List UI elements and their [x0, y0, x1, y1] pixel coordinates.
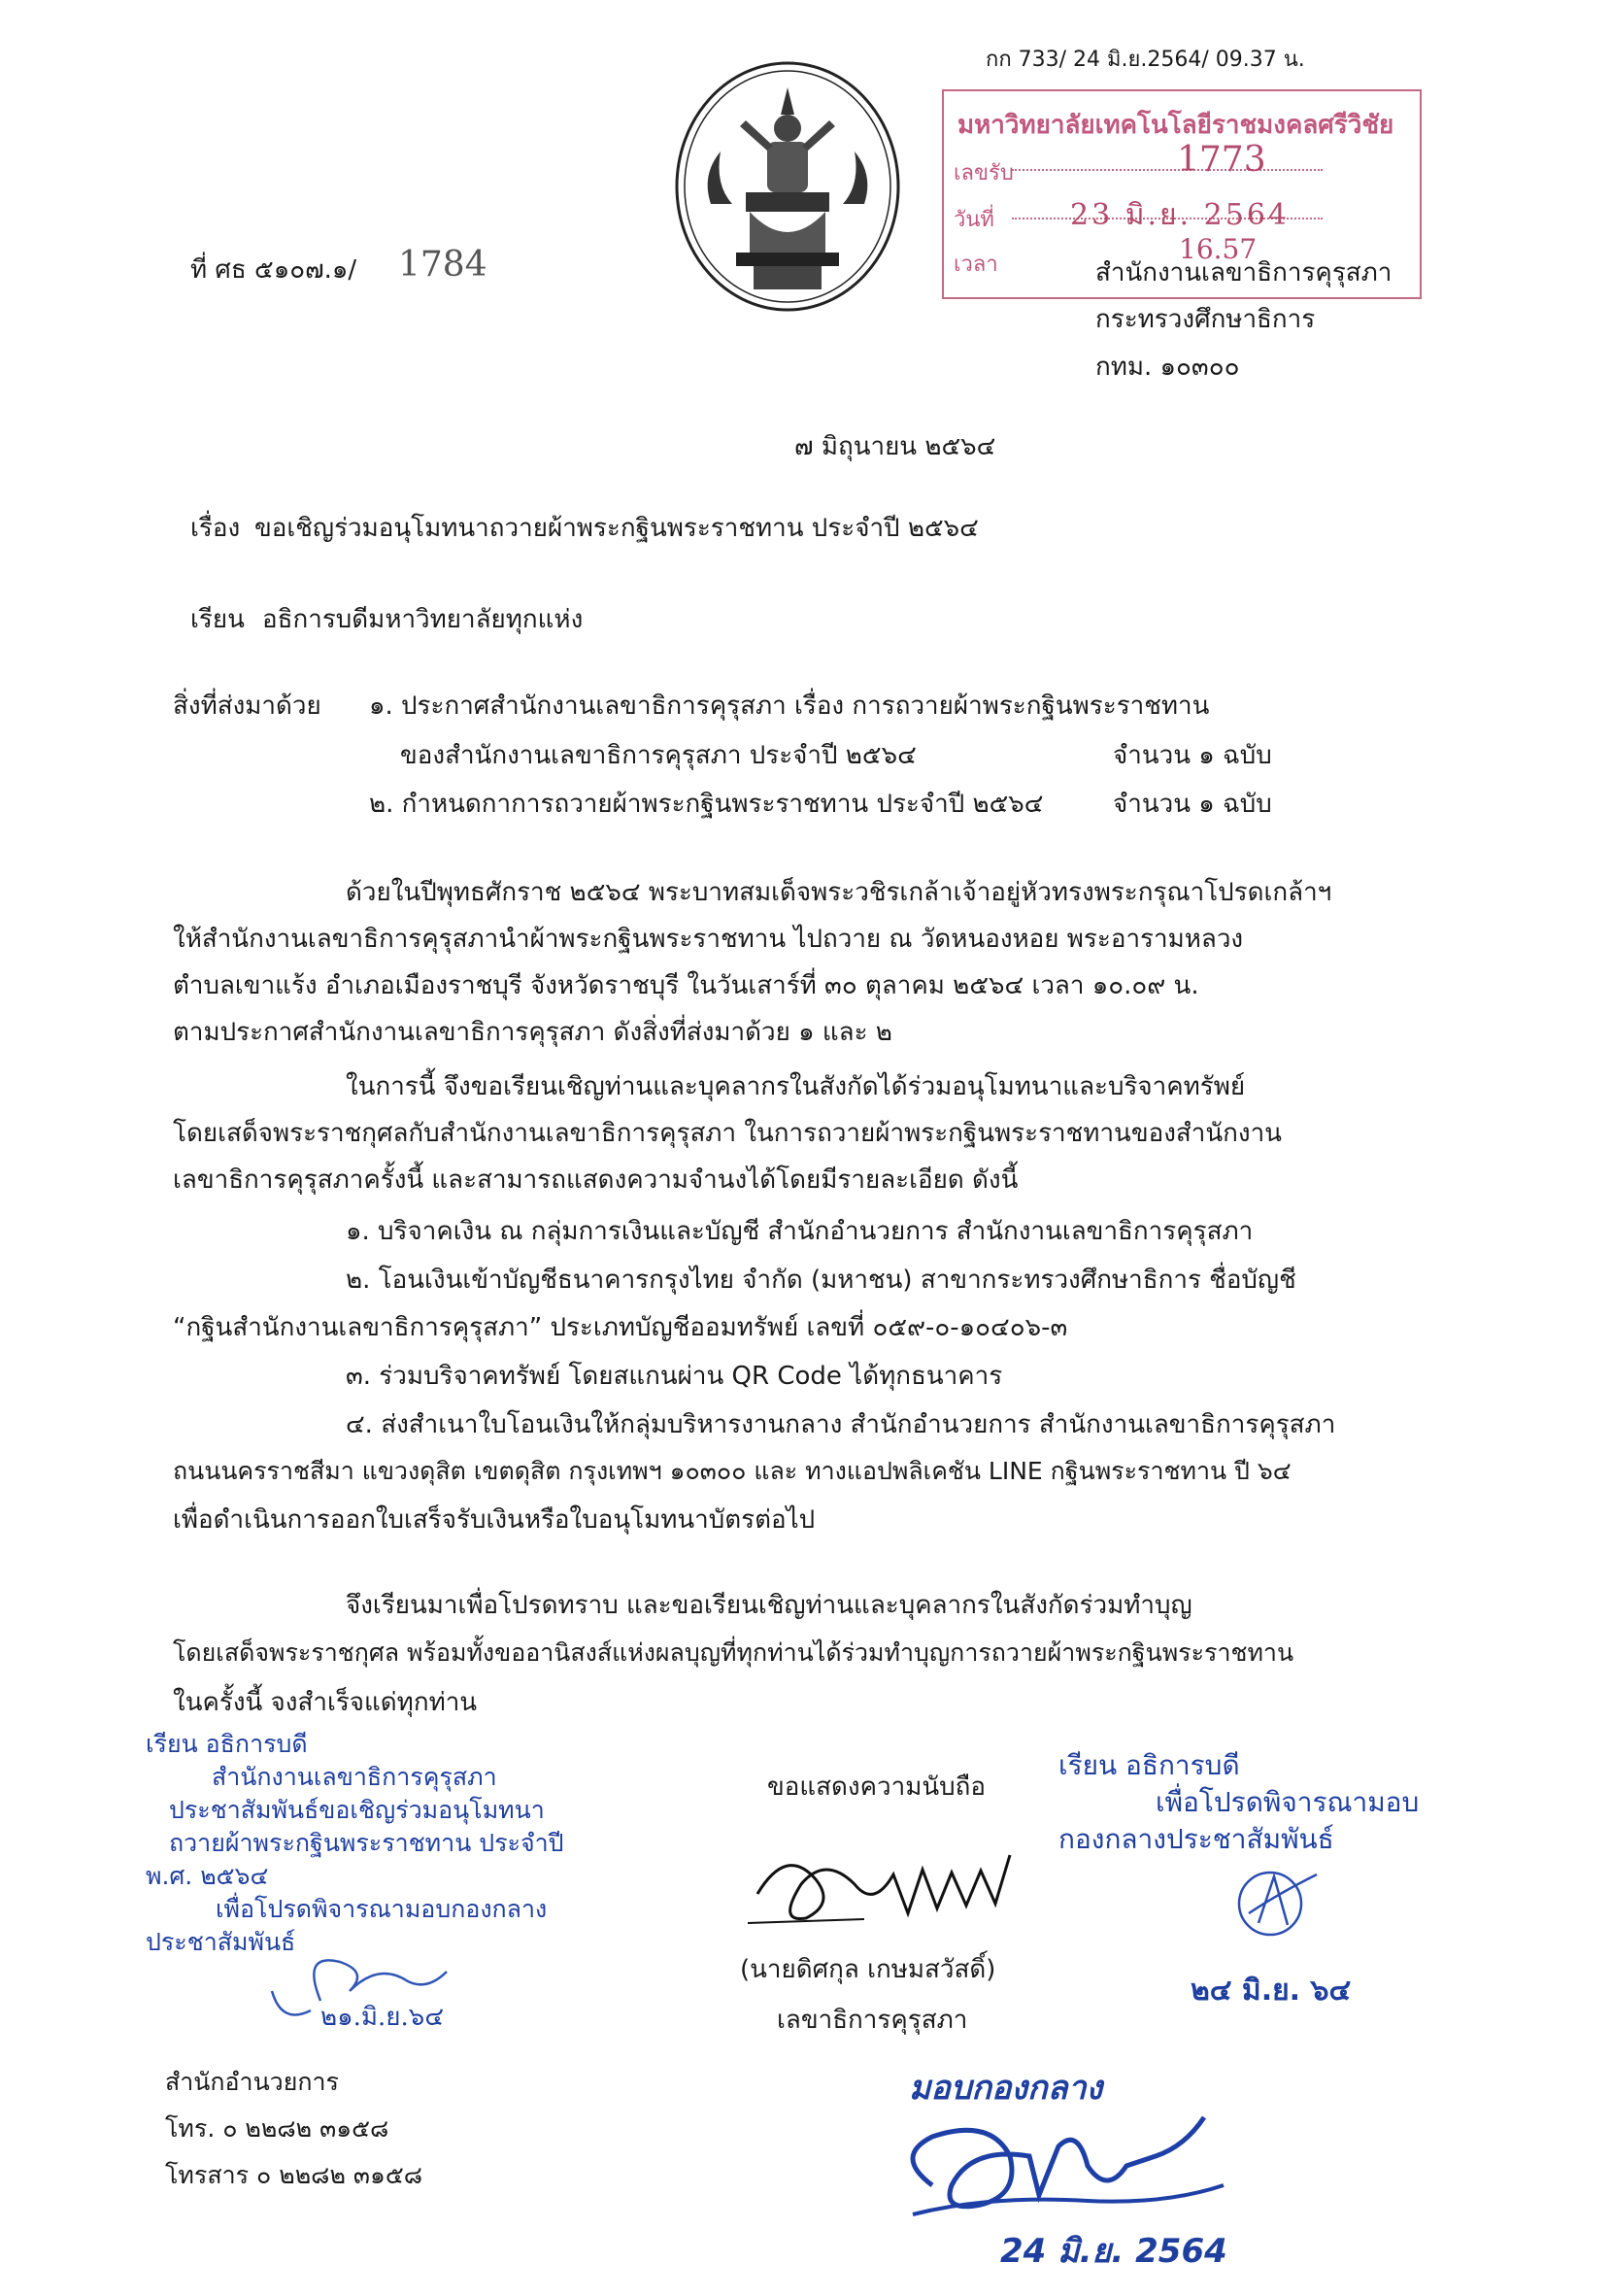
bottom-date: 24 มิ.ย. 2564 [1000, 2232, 1227, 2271]
para1-line-4: ตามประกาศสำนักงานเลขาธิการคุรุสภา ดังสิ่งที่ส่งมาด้วย ๑ และ ๒ [173, 1018, 892, 1047]
closing-line-1: จึงเรียนมาเพื่อโปรดทราบ และขอเรียนเชิญท่านและบุคลากรในสังกัดร่วมทำบุญ [346, 1591, 1192, 1620]
doc-number: 1784 [398, 245, 487, 285]
stamp-date: 23 มิ.ย. 2564 [1070, 198, 1291, 232]
item-4: ๔. ส่งสำเนาใบโอนเงินให้กลุ่มบริหารงานกลาง สำนักอำนวยการ สำนักงานเลขาธิการคุรุสภา [346, 1410, 1336, 1439]
left-note-line-2: สำนักงานเลขาธิการคุรุสภา [212, 1763, 497, 1791]
stamp-time: 16.57 [1179, 233, 1258, 265]
enclosure-2-qty: จำนวน ๑ ฉบับ [1113, 790, 1272, 819]
enclosure-1-line-2: ของสำนักงานเลขาธิการคุรุสภา ประจำปี ๒๕๖๔ [400, 741, 917, 770]
receipt-note: กก 733/ 24 มิ.ย.2564/ 09.37 น. [986, 48, 1305, 72]
stamp-heading: มหาวิทยาลัยเทคโนโลยีราชมงคลศรีวิชัย [957, 111, 1394, 140]
stamp-label-date: วันที่ [954, 208, 994, 232]
right-note-line-3: กองกลางประชาสัมพันธ์ [1058, 1823, 1334, 1855]
left-note-line-3: ประชาสัมพันธ์ขอเชิญร่วมอนุโมทนา [169, 1796, 545, 1824]
sender-line-3: กทม. ๑๐๓๐๐ [1095, 353, 1240, 382]
bottom-signature [874, 2098, 1282, 2244]
item-4-cont-2: เพื่อดำเนินการออกใบเสร็จรับเงินหรือใบอนุโมทนาบัตรต่อไป [173, 1505, 816, 1535]
doc-number-prefix: ที่ ศธ ๕๑๐๗.๑/ [190, 255, 357, 285]
signer-title: เลขาธิการคุรุสภา [777, 2006, 968, 2035]
right-note-date: ๒๔ มิ.ย. ๖๔ [1191, 1974, 1352, 2008]
subject-label: เรื่อง [190, 514, 241, 543]
stamp-label-time: เวลา [954, 253, 998, 277]
to-label: เรียน [190, 605, 245, 634]
bottom-note: มอบกองกลาง [909, 2069, 1103, 2108]
para1-line-1: ด้วยในปีพุทธศักราช ๒๕๖๔ พระบาทสมเด็จพระวชิรเกล้าเจ้าอยู่หัวทรงพระกรุณาโปรดเกล้าฯ [346, 878, 1332, 907]
office-tel: โทร. ๐ ๒๒๘๒ ๓๑๕๘ [165, 2114, 389, 2143]
item-2: ๒. โอนเงินเข้าบัญชีธนาคารกรุงไทย จำกัด (มหาชน) สาขากระทรวงศึกษาธิการ ชื่อบัญชี [346, 1266, 1296, 1295]
enclosure-1-qty: จำนวน ๑ ฉบับ [1113, 741, 1272, 770]
para2-line-2: โดยเสด็จพระราชกุศลกับสำนักงานเลขาธิการคุรุสภา ในการถวายผ้าพระกฐินพระราชทานของสำนักงาน [173, 1119, 1282, 1148]
right-note-line-1: เรียน อธิการบดี [1058, 1749, 1240, 1781]
right-note-line-2: เพื่อโปรดพิจารณามอบ [1156, 1786, 1420, 1818]
regards: ขอแสดงความนับถือ [767, 1773, 986, 1802]
emblem-seal [672, 58, 903, 315]
item-1: ๑. บริจาคเงิน ณ กลุ่มการเงินและบัญชี สำนักอำนวยการ สำนักงานเลขาธิการคุรุสภา [346, 1217, 1254, 1246]
para2-line-3: เลขาธิการคุรุสภาครั้งนี้ และสามารถแสดงความจำนงได้โดยมีรายละเอียด ดังนี้ [173, 1165, 1019, 1195]
item-3: ๓. ร่วมบริจาคทรัพย์ โดยสแกนผ่าน QR Code ได้ทุกธนาคาร [346, 1362, 1003, 1391]
office-name: สำนักอำนวยการ [165, 2068, 339, 2096]
item-4-cont: ถนนนครราชสีมา แขวงดุสิต เขตดุสิต กรุงเทพฯ ๑๐๓๐๐ และ ทางแอปพลิเคชัน LINE กฐินพระราชทาน ปี ๖๔ [173, 1457, 1292, 1485]
signature-secretary [748, 1826, 1039, 1942]
left-note-line-5: พ.ศ. ๒๕๖๔ [146, 1862, 269, 1890]
left-note-line-6: เพื่อโปรดพิจารณามอบกองกลาง [216, 1895, 548, 1923]
enclosure-2-line-1: ๒. กำหนดกาการถวายผ้าพระกฐินพระราชทาน ประจำปี ๒๕๖๔ [369, 790, 1044, 819]
item-2-cont: “กฐินสำนักงานเลขาธิการคุรุสภา” ประเภทบัญชีออมทรัพย์ เลขที่ ๐๕๙-๐-๑๐๔๐๖-๓ [173, 1313, 1068, 1342]
enclosure-label: สิ่งที่ส่งมาด้วย [173, 692, 321, 721]
left-note-line-7: ประชาสัมพันธ์ [146, 1928, 296, 1956]
closing-line-3: ในครั้งนี้ จงสำเร็จแด่ทุกท่าน [173, 1688, 478, 1717]
stamp-no: 1773 [1177, 140, 1266, 180]
office-fax: โทรสาร ๐ ๒๒๘๒ ๓๑๕๘ [165, 2161, 423, 2189]
to-text: อธิการบดีมหาวิทยาลัยทุกแห่ง [262, 605, 584, 634]
enclosure-1-line-1: ๑. ประกาศสำนักงานเลขาธิการคุรุสภา เรื่อง การถวายผ้าพระกฐินพระราชทาน [369, 692, 1210, 721]
left-note-date: ๒๑.มิ.ย.๖๔ [320, 2003, 444, 2032]
left-note-line-4: ถวายผ้าพระกฐินพระราชทาน ประจำปี [169, 1829, 564, 1857]
closing-line-2: โดยเสด็จพระราชกุศล พร้อมทั้งขออานิสงส์แห่งผลบุญที่ทุกท่านได้ร่วมทำบุญการถวายผ้าพระกฐินพระราชทาน [173, 1638, 1294, 1667]
right-note-signature [1229, 1865, 1326, 1942]
subject-text: ขอเชิญร่วมอนุโมทนาถวายผ้าพระกฐินพระราชทาน ประจำปี ๒๕๖๔ [254, 514, 979, 543]
para1-line-2: ให้สำนักงานเลขาธิการคุรุสภานำผ้าพระกฐินพระราชทาน ไปถวาย ณ วัดหนองหอย พระอารามหลวง [173, 925, 1244, 954]
stamp-label-no: เลขรับ [954, 161, 1014, 186]
sender-line-1: สำนักงานเลขาธิการคุรุสภา [1095, 258, 1393, 287]
para2-line-1: ในการนี้ จึงขอเรียนเชิญท่านและบุคลากรในสังกัดได้ร่วมอนุโมทนาและบริจาคทรัพย์ [346, 1072, 1246, 1101]
left-note-line-1: เรียน อธิการบดี [146, 1730, 308, 1758]
para1-line-3: ตำบลเขาแร้ง อำเภอเมืองราชบุรี จังหวัดราชบุรี ในวันเสาร์ที่ ๓๐ ตุลาคม ๒๕๖๔ เวลา ๑๐.๐๙ น. [173, 971, 1199, 1000]
signer-name: (นายดิศกุล เกษมสวัสดิ์) [740, 1955, 996, 1984]
letter-date: ๗ มิถุนายน ๒๕๖๔ [794, 432, 996, 461]
sender-line-2: กระทรวงศึกษาธิการ [1095, 305, 1316, 334]
